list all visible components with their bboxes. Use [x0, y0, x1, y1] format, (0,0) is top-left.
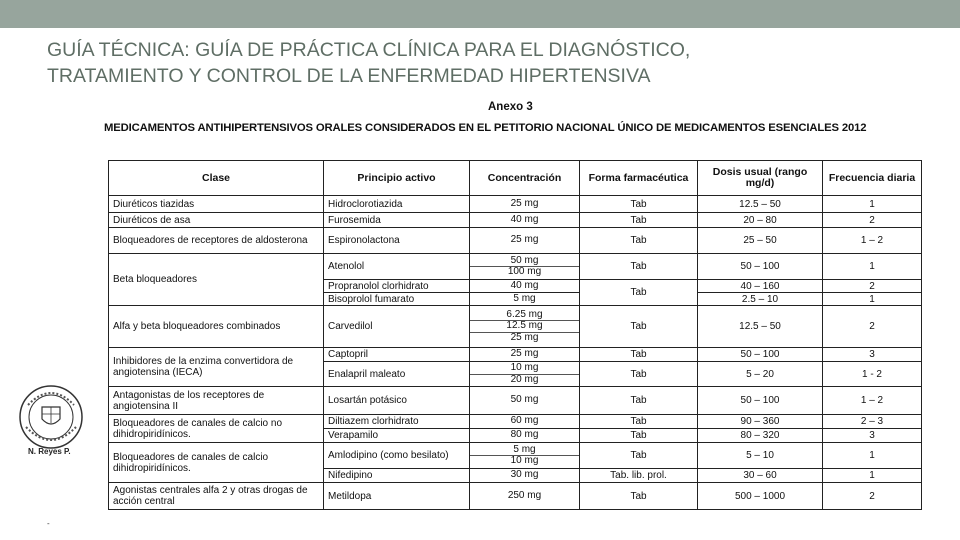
cell-concentracion [470, 415, 580, 429]
concentration-value: 5 mg [513, 292, 536, 304]
cell-concentracion [470, 443, 580, 469]
cell-dosis: 20 – 80 [698, 213, 823, 228]
cell-concentracion [470, 196, 580, 213]
header-frecuencia: Frecuencia diaria [823, 161, 922, 196]
cell-frecuencia: 2 [823, 483, 922, 510]
header-forma-farmaceutica: Forma farmacéutica [580, 161, 698, 196]
cell-clase: Diuréticos tiazidas [109, 196, 324, 213]
cell-frecuencia: 1 [823, 254, 922, 280]
cell-dosis: 500 – 1000 [698, 483, 823, 510]
cell-concentracion [470, 228, 580, 254]
concentration-value: 50 mg [470, 256, 579, 268]
cell-forma: Tab [580, 254, 698, 280]
cell-concentracion [470, 387, 580, 415]
document-heading: MEDICAMENTOS ANTIHIPERTENSIVOS ORALES CONSIDERADOS EN EL PETITORIO NACIONAL ÚNICO DE MEDICAMENTOS ESENCIALES 2012 [104, 122, 867, 134]
cell-principio: Losartán potásico [324, 387, 470, 415]
cell-concentracion [470, 429, 580, 443]
cell-clase: Bloqueadores de canales de calcio dihidropiridínicos. [109, 443, 324, 483]
cell-clase: Bloqueadores de canales de calcio no dihidropiridínicos. [109, 415, 324, 443]
table-row [109, 415, 922, 429]
cell-concentracion [470, 254, 580, 280]
cell-dosis: 40 – 160 [698, 280, 823, 293]
slide-title-line-1: GUÍA TÉCNICA: GUÍA DE PRÁCTICA CLÍNICA PARA EL DIAGNÓSTICO, [47, 39, 691, 61]
cell-dosis: 50 – 100 [698, 387, 823, 415]
cell-principio: Diltiazem clorhidrato [324, 415, 470, 429]
cell-concentracion [470, 348, 580, 362]
cell-principio: Captopril [324, 348, 470, 362]
cell-clase: Beta bloqueadores [109, 254, 324, 306]
cell-dosis: 5 – 10 [698, 443, 823, 469]
table-row [109, 213, 922, 228]
cell-principio: Verapamilo [324, 429, 470, 443]
table-row [109, 228, 922, 254]
slide-title [47, 37, 927, 89]
cell-dosis: 2.5 – 10 [698, 293, 823, 306]
cell-dosis: 50 – 100 [698, 254, 823, 280]
cell-principio: Espironolactona [324, 228, 470, 254]
medications-table [108, 160, 922, 510]
cell-forma: Tab [580, 228, 698, 254]
table-header-row [109, 161, 922, 196]
cell-frecuencia: 1 – 2 [823, 387, 922, 415]
concentration-value: 25 mg [510, 348, 539, 360]
concentration-value: 40 mg [510, 279, 539, 291]
concentration-value: 100 mg [507, 266, 542, 277]
cell-principio: Carvedilol [324, 306, 470, 348]
cell-dosis: 30 – 60 [698, 469, 823, 483]
cell-clase: Alfa y beta bloqueadores combinados [109, 306, 324, 348]
cell-principio: Propranolol clorhidrato [324, 280, 470, 293]
concentration-value: 20 mg [510, 373, 539, 385]
concentration-value: 30 mg [510, 469, 539, 481]
cell-principio: Bisoprolol fumarato [324, 293, 470, 306]
cell-clase: Agonistas centrales alfa 2 y otras drogas de acción central [109, 483, 324, 510]
cell-frecuencia: 2 – 3 [823, 415, 922, 429]
header-concentracion: Concentración [470, 161, 580, 196]
page-mark: - [47, 519, 50, 528]
cell-forma: Tab [580, 362, 698, 387]
table-row [109, 254, 922, 280]
concentration-value: 25 mg [510, 197, 539, 209]
cell-frecuencia: 1 – 2 [823, 228, 922, 254]
cell-concentracion [470, 280, 580, 293]
cell-dosis: 12.5 – 50 [698, 306, 823, 348]
concentration-value: 250 mg [507, 489, 542, 501]
cell-concentracion [470, 306, 580, 348]
cell-principio: Hidroclorotiazida [324, 196, 470, 213]
table-row [109, 443, 922, 469]
cell-dosis: 50 – 100 [698, 348, 823, 362]
concentration-value: 50 mg [510, 394, 539, 406]
cell-principio: Furosemida [324, 213, 470, 228]
cell-frecuencia: 2 [823, 280, 922, 293]
cell-forma: Tab [580, 280, 698, 306]
concentration-value: 5 mg [470, 445, 579, 457]
concentration-value: 6.25 mg [470, 310, 579, 322]
cell-forma: Tab [580, 415, 698, 429]
table-row [109, 196, 922, 213]
cell-principio: Amlodipino (como besilato) [324, 443, 470, 469]
table-row [109, 483, 922, 510]
cell-frecuencia: 1 [823, 293, 922, 306]
cell-concentracion [470, 293, 580, 306]
concentration-value: 25 mg [510, 234, 539, 246]
cell-dosis: 80 – 320 [698, 429, 823, 443]
cell-forma: Tab [580, 306, 698, 348]
header-dosis-usual: Dosis usual (rango mg/d) [698, 161, 823, 196]
concentration-value: 25 mg [510, 331, 539, 343]
slide-title-line-2: TRATAMIENTO Y CONTROL DE LA ENFERMEDAD HIPERTENSIVA [47, 65, 651, 87]
cell-frecuencia: 3 [823, 348, 922, 362]
cell-principio: Enalapril maleato [324, 362, 470, 387]
cell-clase: Antagonistas de los receptores de angiotensina II [109, 387, 324, 415]
cell-concentracion [470, 469, 580, 483]
header-principio-activo: Principio activo [324, 161, 470, 196]
cell-clase: Bloqueadores de receptores de aldosterona [109, 228, 324, 254]
cell-concentracion [470, 213, 580, 228]
table-row [109, 306, 922, 348]
cell-frecuencia: 1 [823, 443, 922, 469]
cell-principio: Metildopa [324, 483, 470, 510]
cell-dosis: 12.5 – 50 [698, 196, 823, 213]
concentration-value: 80 mg [510, 429, 539, 441]
cell-forma: Tab [580, 213, 698, 228]
cell-forma: Tab [580, 387, 698, 415]
cell-forma: Tab [580, 196, 698, 213]
concentration-value: 60 mg [510, 415, 539, 427]
cell-frecuencia: 3 [823, 429, 922, 443]
table-row [109, 348, 922, 362]
stamp-signature: N. Reyes P. [28, 447, 71, 456]
cell-concentracion [470, 362, 580, 387]
cell-frecuencia: 1 [823, 469, 922, 483]
cell-concentracion [470, 483, 580, 510]
header-clase: Clase [109, 161, 324, 196]
cell-forma: Tab [580, 429, 698, 443]
concentration-value: 40 mg [510, 213, 539, 225]
cell-dosis: 90 – 360 [698, 415, 823, 429]
cell-frecuencia: 2 [823, 213, 922, 228]
cell-forma: Tab. lib. prol. [580, 469, 698, 483]
cell-clase: Inhibidores de la enzima convertidora de angiotensina (IECA) [109, 348, 324, 387]
cell-principio: Atenolol [324, 254, 470, 280]
ministry-seal-stamp [14, 383, 88, 457]
concentration-value: 12.5 mg [470, 321, 579, 333]
cell-frecuencia: 2 [823, 306, 922, 348]
concentration-value: 10 mg [470, 363, 579, 375]
cell-clase: Diuréticos de asa [109, 213, 324, 228]
cell-forma: Tab [580, 443, 698, 469]
cell-forma: Tab [580, 348, 698, 362]
concentration-value: 10 mg [510, 455, 539, 466]
cell-dosis: 25 – 50 [698, 228, 823, 254]
table-row [109, 387, 922, 415]
cell-principio: Nifedipino [324, 469, 470, 483]
annex-label: Anexo 3 [488, 101, 533, 113]
cell-forma: Tab [580, 483, 698, 510]
top-accent-bar [0, 0, 960, 28]
cell-frecuencia: 1 [823, 196, 922, 213]
cell-frecuencia: 1 - 2 [823, 362, 922, 387]
cell-dosis: 5 – 20 [698, 362, 823, 387]
